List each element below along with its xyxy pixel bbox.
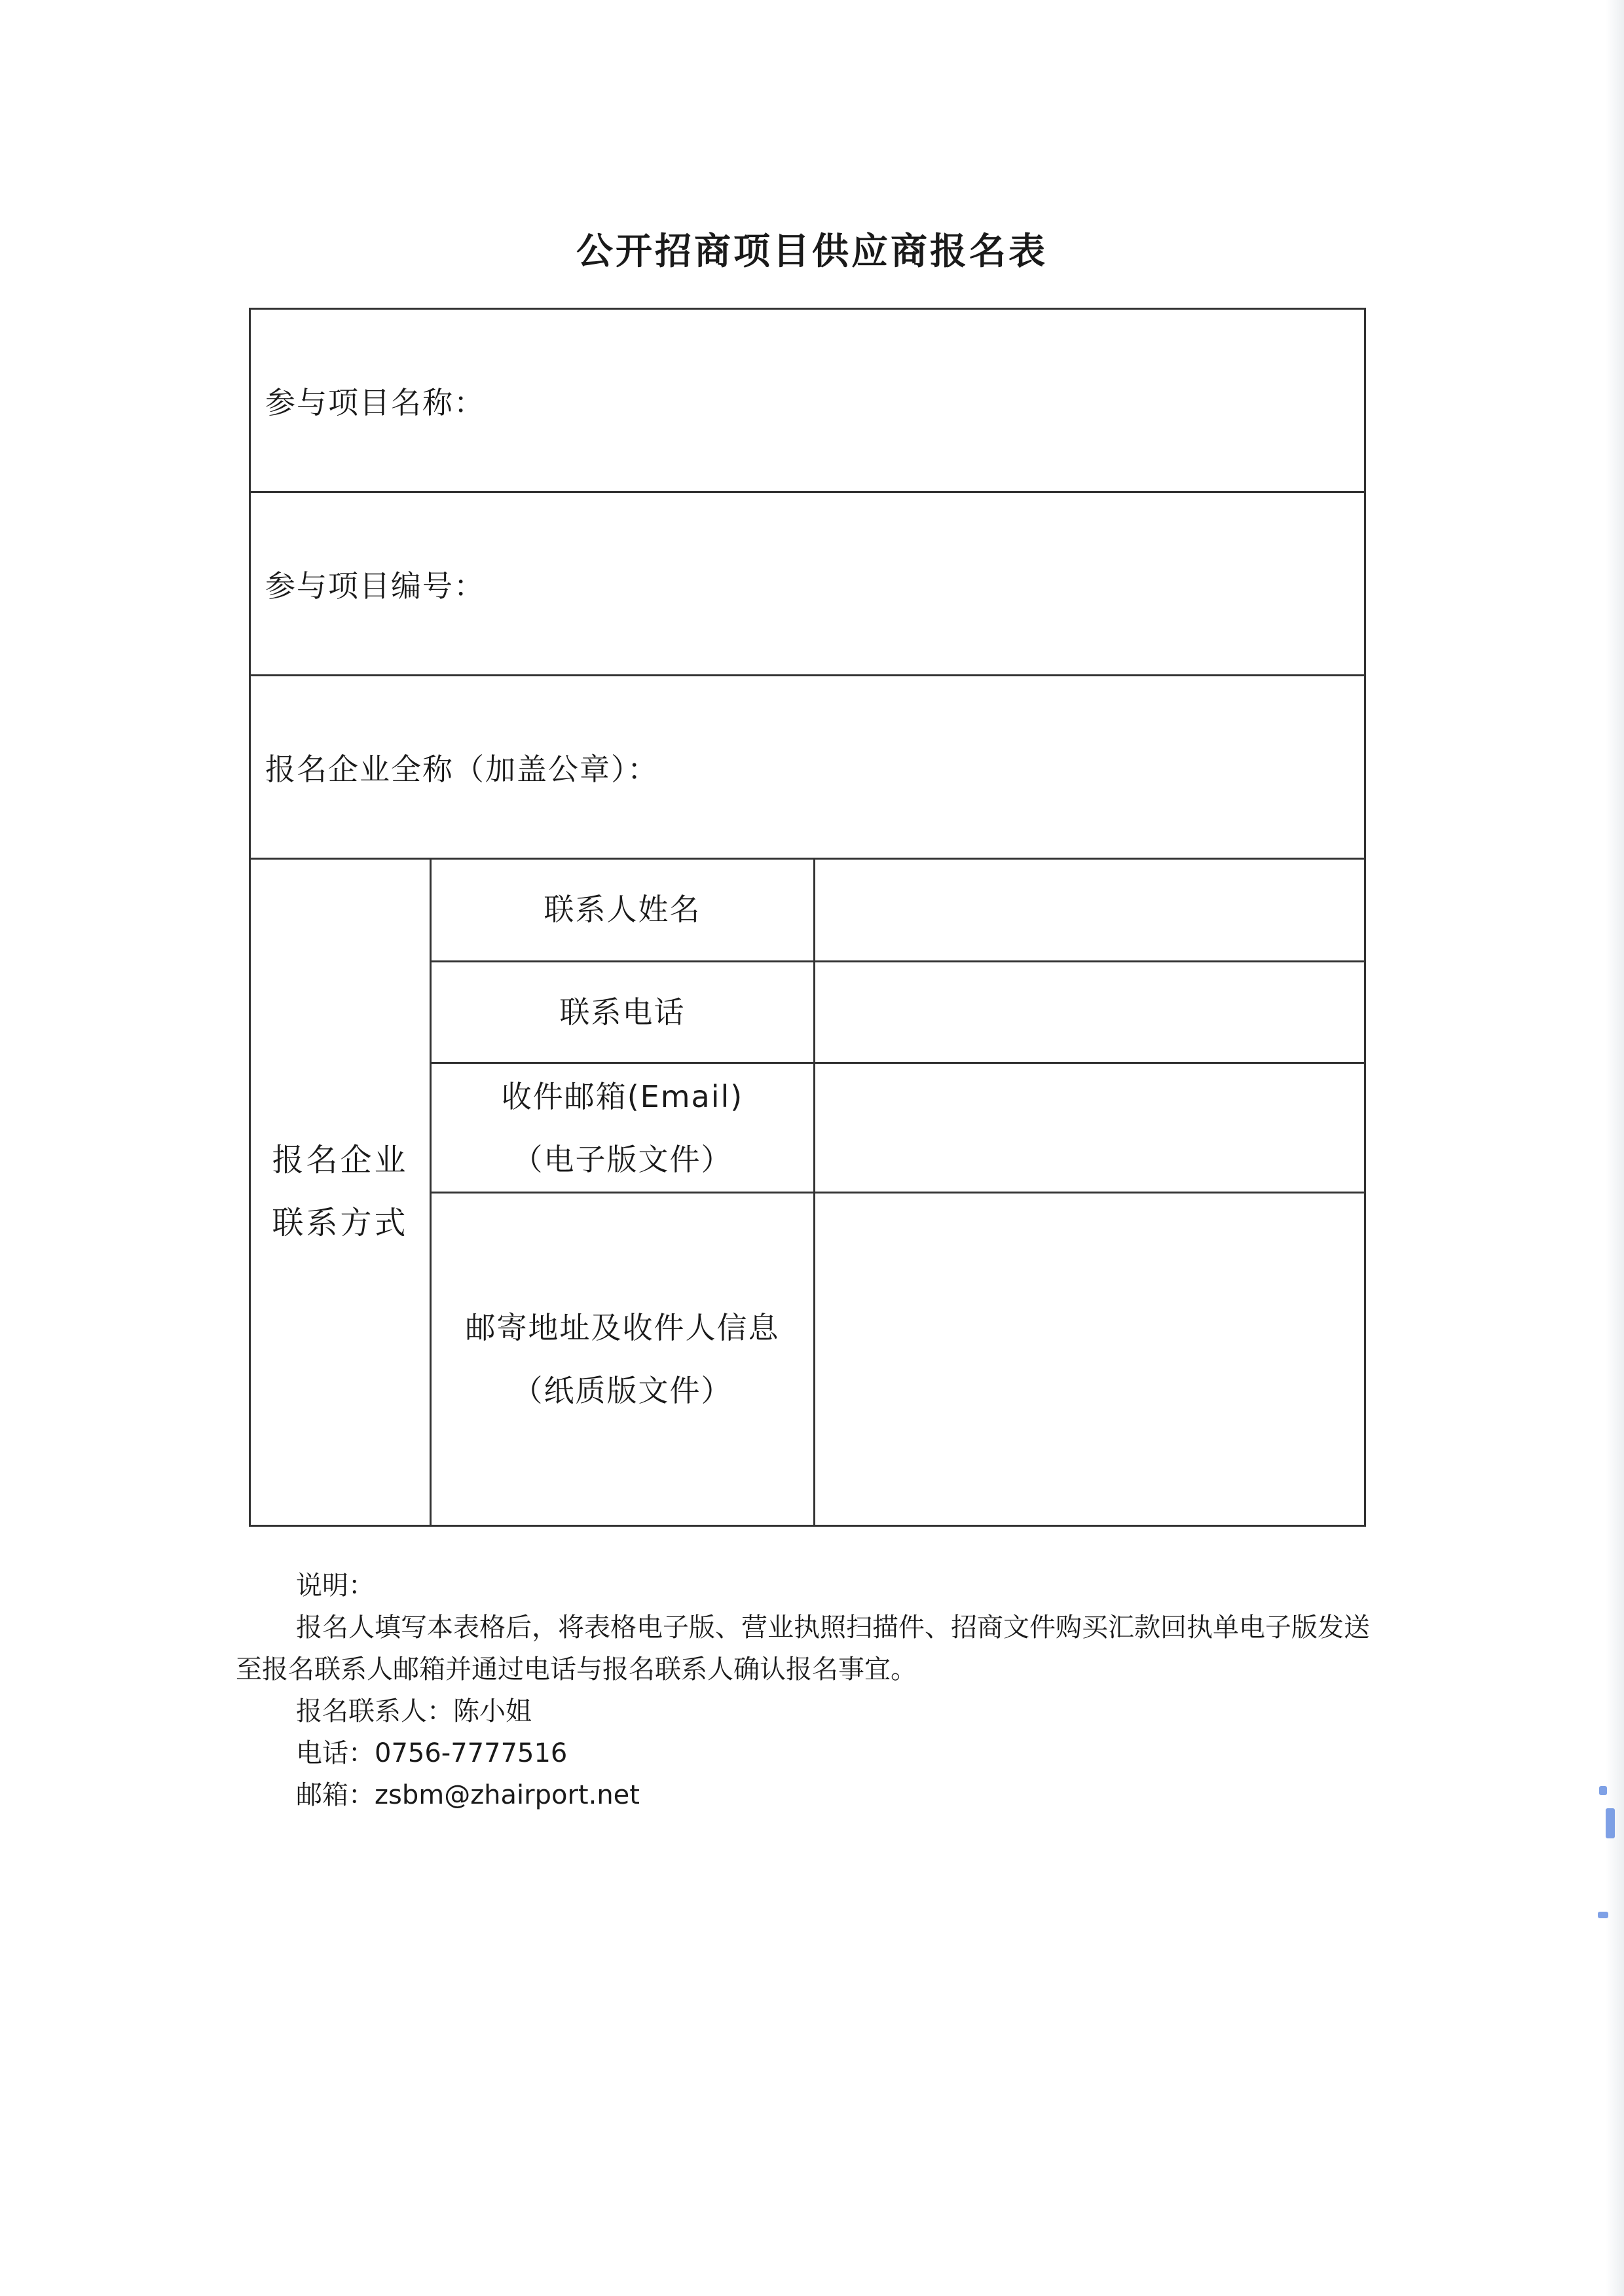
project-number-row[interactable] — [251, 493, 1364, 676]
project-number-label: 参与项目编号： — [265, 568, 485, 604]
contact-email-label-line2: （电子版文件） — [512, 1141, 733, 1177]
contact-email-row — [432, 1064, 1364, 1194]
contact-email-label — [432, 1064, 815, 1192]
project-name-row[interactable] — [251, 310, 1364, 493]
mailing-address-label-line2: （纸质版文件） — [512, 1373, 733, 1408]
notes-heading: 说明： — [296, 1571, 375, 1601]
notes-email: 邮箱：zsbm@zhairport.net — [296, 1780, 640, 1810]
contact-phone-label — [432, 962, 815, 1062]
contact-group-label — [251, 858, 432, 1525]
contact-name-label-text: 联系人姓名 — [544, 891, 701, 927]
registration-form-table — [249, 308, 1366, 1527]
project-name-label: 参与项目名称： — [265, 384, 485, 420]
contact-group-label-line2: 联系方式 — [272, 1204, 409, 1241]
scan-edge-shadow — [1606, 0, 1624, 2296]
contact-name-label — [432, 858, 815, 960]
contact-name-field[interactable] — [815, 858, 1364, 960]
mailing-address-field[interactable] — [815, 1194, 1364, 1525]
scan-blue-mark — [1598, 1912, 1608, 1918]
contact-phone-label-text: 联系电话 — [559, 994, 686, 1030]
page-title: 公开招商项目供应商报名表 — [576, 230, 1048, 273]
notes-paragraph: 报名人填写本表格后，将表格电子版、营业执照扫描件、招商文件购买汇款回执单电子版发送至报名联系人邮箱并通过电话与报名联系人确认报名事宜。 — [236, 1613, 1370, 1685]
contact-phone-row — [432, 962, 1364, 1064]
mailing-address-row — [432, 1194, 1364, 1525]
notes-phone: 电话：0756-7777516 — [296, 1738, 568, 1768]
notes-contact: 报名联系人：陈小姐 — [296, 1696, 532, 1726]
contact-group-label-line1: 报名企业 — [272, 1141, 409, 1178]
contact-email-field[interactable] — [815, 1064, 1364, 1192]
company-name-label: 报名企业全称（加盖公章）： — [265, 751, 659, 787]
contact-name-row — [432, 858, 1364, 962]
mailing-address-label — [432, 1194, 815, 1525]
contact-info-block — [251, 858, 1364, 1525]
mailing-address-label-line1: 邮寄地址及收件人信息 — [465, 1310, 780, 1345]
contact-phone-field[interactable] — [815, 962, 1364, 1062]
company-name-row[interactable] — [251, 676, 1364, 860]
scan-blue-mark — [1606, 1808, 1615, 1838]
contact-email-label-line1: 收件邮箱(Email) — [501, 1078, 744, 1114]
scan-blue-mark — [1599, 1786, 1607, 1795]
notes-section — [236, 1565, 1375, 1816]
